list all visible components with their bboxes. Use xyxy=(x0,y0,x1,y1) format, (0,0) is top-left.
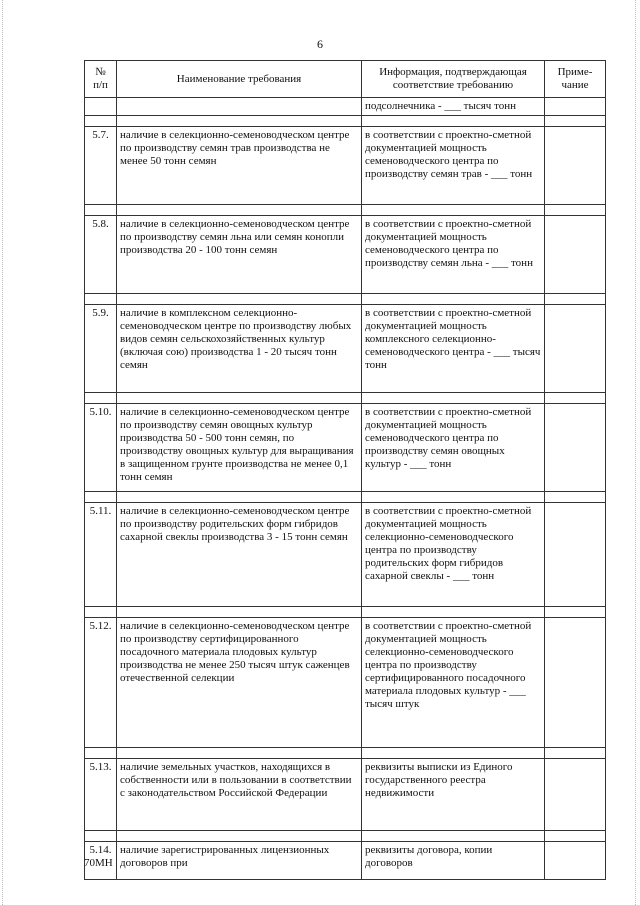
table-row xyxy=(85,404,606,492)
requirement-info: в соответствии с проектно-сметной документацией мощность семеноводческого центра по производству семян трав - ___ тонн xyxy=(362,127,545,205)
requirement-info: в соответствии с проектно-сметной документацией мощность селекционно-семеноводческого центра по производству сертифицированного посадочного материала плодовых культур - ___ тысяч штук xyxy=(362,618,545,748)
requirement-name: наличие в селекционно-семеноводческом центре по производству семян трав производства не менее 50 тонн семян xyxy=(117,127,362,205)
requirement-info: в соответствии с проектно-сметной документацией мощность семеноводческого центра по производству семян овощных культур - ___ тонн xyxy=(362,404,545,492)
requirements-table xyxy=(84,60,606,880)
header-name: Наименование требования xyxy=(117,61,362,98)
requirement-info: в соответствии с проектно-сметной документацией мощность селекционно-семеноводческого центра по производству родительских форм гибридов сахарной свеклы - ___ тонн xyxy=(362,503,545,607)
continuation-note xyxy=(545,98,606,116)
continuation-info: подсолнечника - ___ тысяч тонн xyxy=(362,98,545,116)
requirement-note xyxy=(545,618,606,748)
header-note: Приме- чание xyxy=(545,61,606,98)
row-number: 5.7. xyxy=(85,127,117,205)
requirement-info: в соответствии с проектно-сметной документацией мощность комплексного селекционно-семеноводческого центра - ___ тысяч тонн xyxy=(362,305,545,393)
requirement-note xyxy=(545,305,606,393)
requirement-info: реквизиты договора, копии договоров xyxy=(362,842,545,880)
row-separator xyxy=(85,205,606,216)
requirement-name: наличие в комплексном селекционно-семеноводческом центре по производству любых видов семян сельскохозяйственных культур (включая сою) производства 1 - 20 тысяч тонн семян xyxy=(117,305,362,393)
table-row xyxy=(85,216,606,294)
continuation-row xyxy=(85,98,606,116)
page-number: 6 xyxy=(317,37,323,51)
table-row xyxy=(85,503,606,607)
continuation-name xyxy=(117,98,362,116)
header-num: № п/п xyxy=(85,61,117,98)
row-separator xyxy=(85,748,606,759)
table-row xyxy=(85,127,606,205)
requirement-note xyxy=(545,216,606,294)
requirement-name: наличие в селекционно-семеноводческом центре по производству семян овощных культур производства 50 - 500 тонн семян, по производству овощных культур для выращивания в защищенном грунте производства не менее 0,1 тонн семян xyxy=(117,404,362,492)
row-separator xyxy=(85,393,606,404)
row-number: 5.11. xyxy=(85,503,117,607)
table-header-row xyxy=(85,61,606,98)
table-row xyxy=(85,618,606,748)
requirement-name: наличие зарегистрированных лицензионных договоров при xyxy=(117,842,362,880)
table-row xyxy=(85,305,606,393)
table-row xyxy=(85,759,606,831)
document-code: 70МН xyxy=(84,857,113,869)
row-separator xyxy=(85,607,606,618)
requirement-info: в соответствии с проектно-сметной документацией мощность семеноводческого центра по производству семян льна - ___ тонн xyxy=(362,216,545,294)
requirement-name: наличие земельных участков, находящихся в собственности или в пользовании в соответствии с законодательством Российской Федерации xyxy=(117,759,362,831)
row-number: 5.8. xyxy=(85,216,117,294)
row-separator xyxy=(85,492,606,503)
row-separator xyxy=(85,831,606,842)
requirement-name: наличие в селекционно-семеноводческом центре по производству родительских форм гибридов сахарной свеклы производства 3 - 15 тонн семян xyxy=(117,503,362,607)
header-info: Информация, подтверждающая соответствие требованию xyxy=(362,61,545,98)
requirement-note xyxy=(545,503,606,607)
table-row xyxy=(85,842,606,880)
requirement-name: наличие в селекционно-семеноводческом центре по производству семян льна или семян конопли производства 20 - 100 тонн семян xyxy=(117,216,362,294)
scan-edge-right xyxy=(635,0,637,905)
requirement-note xyxy=(545,842,606,880)
row-number: 5.10. xyxy=(85,404,117,492)
requirement-note xyxy=(545,759,606,831)
requirement-note xyxy=(545,404,606,492)
row-separator xyxy=(85,294,606,305)
row-separator xyxy=(85,116,606,127)
requirement-name: наличие в селекционно-семеноводческом центре по производству сертифицированного посадочного материала плодовых культур производства не менее 250 тысяч штук саженцев отечественной селекции xyxy=(117,618,362,748)
row-number: 5.14. xyxy=(85,842,117,880)
scan-edge-left xyxy=(2,0,4,905)
requirement-info: реквизиты выписки из Единого государственного реестра недвижимости xyxy=(362,759,545,831)
continuation-num xyxy=(85,98,117,116)
requirement-note xyxy=(545,127,606,205)
row-number: 5.12. xyxy=(85,618,117,748)
row-number: 5.13. xyxy=(85,759,117,831)
row-number: 5.9. xyxy=(85,305,117,393)
